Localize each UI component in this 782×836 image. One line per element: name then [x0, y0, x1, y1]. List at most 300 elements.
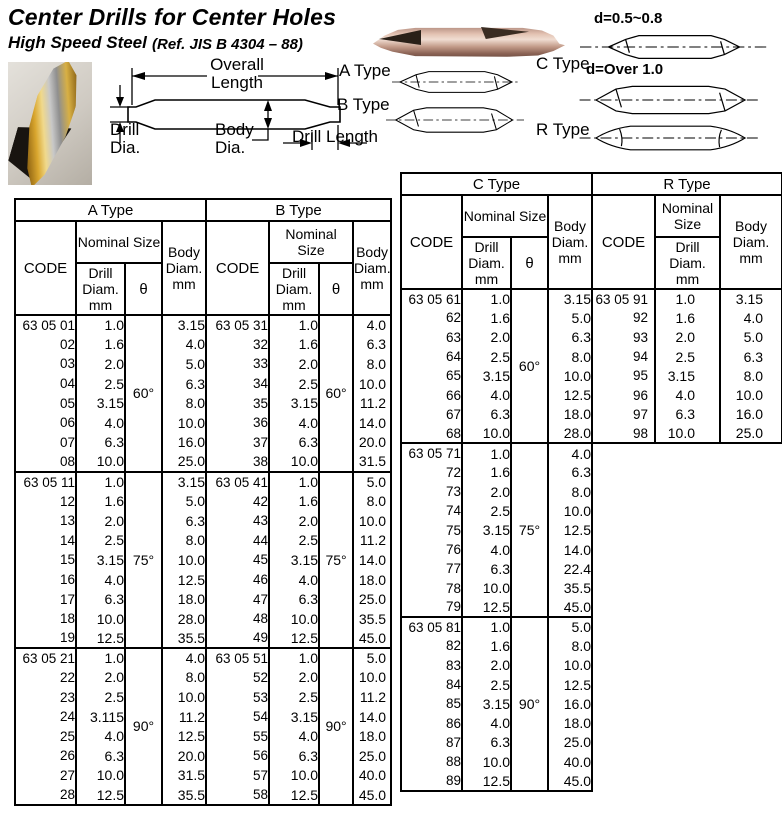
- cell-body-diam: 10.0: [548, 366, 592, 385]
- ghost-cell: [592, 598, 782, 617]
- cell-code: 68: [401, 424, 462, 443]
- cell-theta: 75°: [125, 472, 162, 648]
- cell-code: 63 05 41: [206, 472, 269, 492]
- cell-drill-diam: 2.5: [462, 675, 511, 694]
- cell-code: 82: [401, 636, 462, 655]
- cell-code: 37: [206, 433, 269, 453]
- cell-drill-diam: 3.15: [76, 393, 125, 413]
- cell-drill-diam: 1.0: [269, 472, 319, 492]
- cell-body-diam: 5.0: [162, 354, 206, 374]
- c-type-large-d-drawing: [568, 80, 773, 120]
- cell-code: 13: [15, 511, 76, 531]
- ghost-cell: [592, 636, 782, 655]
- d-small-range-label: d=0.5~0.8: [594, 10, 663, 27]
- cell-drill-diam: 2.5: [269, 531, 319, 551]
- cell-code: 08: [15, 452, 76, 472]
- cell-drill-diam: 3.15: [462, 694, 511, 713]
- cell-drill-diam: 3.15: [269, 707, 319, 727]
- cell-body-diam: 18.0: [353, 726, 391, 746]
- type-title: A Type: [15, 199, 206, 221]
- cell-body-diam: 14.0: [353, 707, 391, 727]
- cell-body-diam: 3.15: [720, 289, 782, 308]
- cell-code: 92: [592, 308, 655, 327]
- drill-length-label: Drill Length: [292, 127, 378, 146]
- cell-drill-diam: 2.5: [76, 687, 125, 707]
- cell-drill-diam: 10.0: [462, 752, 511, 771]
- cell-body-diam: 45.0: [353, 629, 391, 649]
- cell-code: 94: [592, 347, 655, 366]
- cell-body-diam: 6.3: [162, 374, 206, 394]
- cell-drill-diam: 3.15: [655, 366, 720, 385]
- cell-body-diam: 5.0: [353, 472, 391, 492]
- cell-body-diam: 25.0: [548, 733, 592, 752]
- cell-drill-diam: 10.0: [269, 452, 319, 472]
- cell-body-diam: 10.0: [162, 550, 206, 570]
- cell-code: 28: [15, 785, 76, 805]
- cell-drill-diam: 12.5: [76, 629, 125, 649]
- cell-code: 03: [15, 354, 76, 374]
- cell-body-diam: 16.0: [162, 433, 206, 453]
- cell-code: 66: [401, 385, 462, 404]
- header-drill-diam: Drill Diam. mm: [462, 237, 511, 289]
- ghost-cell: [592, 443, 782, 462]
- cell-drill-diam: 1.0: [462, 617, 511, 636]
- cell-theta: 90°: [511, 617, 548, 791]
- cell-drill-diam: 2.0: [269, 668, 319, 688]
- ghost-cell: [592, 733, 782, 752]
- cell-code: 79: [401, 598, 462, 617]
- overall-length-label: Overall Length: [210, 55, 264, 93]
- cell-code: 07: [15, 433, 76, 453]
- cell-body-diam: 25.0: [353, 746, 391, 766]
- cell-code: 06: [15, 413, 76, 433]
- cell-body-diam: 28.0: [162, 609, 206, 629]
- cell-body-diam: 10.0: [353, 374, 391, 394]
- cell-code: 93: [592, 328, 655, 347]
- cell-code: 63 05 31: [206, 315, 269, 335]
- cell-drill-diam: 12.5: [76, 785, 125, 805]
- cell-body-diam: 8.0: [162, 393, 206, 413]
- cell-drill-diam: 6.3: [655, 405, 720, 424]
- cell-code: 15: [15, 550, 76, 570]
- ghost-cell: [592, 521, 782, 540]
- cell-body-diam: 4.0: [548, 443, 592, 462]
- cell-theta: 90°: [125, 648, 162, 805]
- cell-body-diam: 35.5: [548, 578, 592, 597]
- cell-body-diam: 8.0: [353, 354, 391, 374]
- cell-code: 84: [401, 675, 462, 694]
- cell-code: 73: [401, 482, 462, 501]
- cell-code: 97: [592, 405, 655, 424]
- cell-body-diam: 10.0: [548, 501, 592, 520]
- cell-body-diam: 31.5: [353, 452, 391, 472]
- cell-drill-diam: 3.15: [462, 366, 511, 385]
- header-nominal-size: Nominal Size: [462, 195, 548, 237]
- header-nominal-size: Nominal Size: [655, 195, 720, 237]
- cell-code: 55: [206, 726, 269, 746]
- cell-body-diam: 8.0: [353, 491, 391, 511]
- cell-body-diam: 40.0: [353, 766, 391, 786]
- cell-body-diam: 25.0: [720, 424, 782, 443]
- cell-code: 65: [401, 366, 462, 385]
- cell-code: 77: [401, 559, 462, 578]
- ghost-cell: [592, 501, 782, 520]
- header-code: CODE: [401, 195, 462, 289]
- cell-body-diam: 14.0: [548, 540, 592, 559]
- cell-code: 56: [206, 746, 269, 766]
- cell-code: 87: [401, 733, 462, 752]
- cell-drill-diam: 6.3: [462, 405, 511, 424]
- cell-code: 86: [401, 714, 462, 733]
- c-type-drawing: [575, 28, 775, 66]
- cell-drill-diam: 1.6: [76, 491, 125, 511]
- cell-body-diam: 4.0: [720, 308, 782, 327]
- cell-theta: 75°: [511, 443, 548, 617]
- cell-drill-diam: 3.15: [462, 521, 511, 540]
- header-body-diam: Body Diam. mm: [720, 195, 782, 289]
- cell-body-diam: 35.5: [162, 785, 206, 805]
- cell-code: 63: [401, 328, 462, 347]
- cell-code: 25: [15, 726, 76, 746]
- cell-theta: 75°: [319, 472, 353, 648]
- cell-body-diam: 16.0: [548, 694, 592, 713]
- cell-body-diam: 20.0: [353, 433, 391, 453]
- cell-drill-diam: 12.5: [462, 598, 511, 617]
- cell-body-diam: 18.0: [548, 405, 592, 424]
- cell-body-diam: 3.15: [162, 315, 206, 335]
- cell-body-diam: 12.5: [162, 570, 206, 590]
- cell-drill-diam: 4.0: [269, 726, 319, 746]
- cell-code: 24: [15, 707, 76, 727]
- cell-body-diam: 10.0: [162, 687, 206, 707]
- header-theta: θ: [125, 263, 162, 315]
- cell-drill-diam: 4.0: [76, 570, 125, 590]
- cell-code: 62: [401, 308, 462, 327]
- cell-body-diam: 14.0: [353, 550, 391, 570]
- header-body-diam: Body Diam. mm: [353, 221, 391, 315]
- cell-drill-diam: 2.5: [655, 347, 720, 366]
- cell-drill-diam: 1.0: [76, 648, 125, 668]
- a-type-label: A Type: [339, 61, 391, 80]
- cell-code: 19: [15, 629, 76, 649]
- cell-theta: 60°: [319, 315, 353, 472]
- cell-drill-diam: 2.0: [76, 668, 125, 688]
- cell-code: 72: [401, 463, 462, 482]
- cell-drill-diam: 2.0: [462, 328, 511, 347]
- cell-code: 05: [15, 393, 76, 413]
- c-type-label: C Type: [536, 54, 590, 73]
- cell-code: 36: [206, 413, 269, 433]
- cell-code: 78: [401, 578, 462, 597]
- cell-body-diam: 3.15: [548, 289, 592, 308]
- cell-body-diam: 5.0: [720, 328, 782, 347]
- cell-drill-diam: 4.0: [269, 413, 319, 433]
- ghost-cell: [592, 559, 782, 578]
- ghost-cell: [592, 656, 782, 675]
- cell-body-diam: 10.0: [548, 656, 592, 675]
- cell-drill-diam: 2.5: [76, 531, 125, 551]
- a-b-type-table: [14, 198, 392, 806]
- cell-code: 67: [401, 405, 462, 424]
- cell-drill-diam: 1.6: [76, 335, 125, 355]
- cell-code: 63 05 11: [15, 472, 76, 492]
- cell-drill-diam: 1.6: [269, 491, 319, 511]
- cell-body-diam: 6.3: [162, 511, 206, 531]
- cell-drill-diam: 4.0: [462, 385, 511, 404]
- cell-drill-diam: 10.0: [76, 766, 125, 786]
- cell-code: 43: [206, 511, 269, 531]
- cell-drill-diam: 10.0: [269, 609, 319, 629]
- cell-drill-diam: 1.6: [462, 463, 511, 482]
- cell-drill-diam: 12.5: [269, 629, 319, 649]
- cell-drill-diam: 2.0: [462, 482, 511, 501]
- cell-code: 33: [206, 354, 269, 374]
- cell-code: 17: [15, 589, 76, 609]
- cell-body-diam: 25.0: [162, 452, 206, 472]
- cell-body-diam: 10.0: [720, 385, 782, 404]
- cell-code: 27: [15, 766, 76, 786]
- ghost-cell: [592, 482, 782, 501]
- cell-body-diam: 35.5: [353, 609, 391, 629]
- ghost-cell: [592, 578, 782, 597]
- cell-body-diam: 45.0: [548, 771, 592, 790]
- header-drill-diam: Drill Diam. mm: [76, 263, 125, 315]
- cell-drill-diam: 3.15: [269, 393, 319, 413]
- page-subtitle: High Speed Steel: [8, 33, 147, 52]
- c-r-type-table: [400, 172, 782, 792]
- cell-body-diam: 20.0: [162, 746, 206, 766]
- cell-body-diam: 8.0: [548, 636, 592, 655]
- cell-drill-diam: 1.6: [462, 308, 511, 327]
- cell-code: 22: [15, 668, 76, 688]
- center-drill-photo: [8, 62, 92, 185]
- body-dia-label: Body Dia.: [215, 120, 254, 158]
- cell-body-diam: 8.0: [548, 347, 592, 366]
- cell-drill-diam: 1.0: [655, 289, 720, 308]
- cell-drill-diam: 4.0: [269, 570, 319, 590]
- cell-body-diam: 45.0: [548, 598, 592, 617]
- cell-code: 42: [206, 491, 269, 511]
- ghost-cell: [592, 752, 782, 771]
- cell-body-diam: 25.0: [353, 589, 391, 609]
- cell-code: 57: [206, 766, 269, 786]
- cell-body-diam: 6.3: [353, 335, 391, 355]
- cell-code: 96: [592, 385, 655, 404]
- cell-drill-diam: 10.0: [462, 578, 511, 597]
- cell-code: 35: [206, 393, 269, 413]
- cell-code: 44: [206, 531, 269, 551]
- cell-body-diam: 10.0: [353, 668, 391, 688]
- cell-drill-diam: 4.0: [76, 413, 125, 433]
- cell-drill-diam: 1.0: [76, 315, 125, 335]
- cell-body-diam: 14.0: [353, 413, 391, 433]
- cell-body-diam: 12.5: [548, 675, 592, 694]
- cell-code: 16: [15, 570, 76, 590]
- header-theta: θ: [319, 263, 353, 315]
- cell-body-diam: 28.0: [548, 424, 592, 443]
- cell-drill-diam: 6.3: [269, 746, 319, 766]
- cell-body-diam: 8.0: [162, 668, 206, 688]
- cell-body-diam: 12.5: [548, 521, 592, 540]
- cell-theta: 60°: [511, 289, 548, 443]
- cell-body-diam: 11.2: [353, 531, 391, 551]
- cell-drill-diam: 1.0: [269, 648, 319, 668]
- ghost-cell: [592, 714, 782, 733]
- cell-drill-diam: 3.115: [76, 707, 125, 727]
- cell-body-diam: 10.0: [162, 413, 206, 433]
- cell-drill-diam: 10.0: [462, 424, 511, 443]
- cell-drill-diam: 6.3: [462, 733, 511, 752]
- a-type-drawing: [392, 66, 520, 98]
- header-code: CODE: [206, 221, 269, 315]
- drill-dia-label: Drill Dia.: [110, 120, 141, 158]
- cell-drill-diam: 6.3: [462, 559, 511, 578]
- cell-code: 46: [206, 570, 269, 590]
- type-title: B Type: [206, 199, 391, 221]
- cell-drill-diam: 10.0: [76, 452, 125, 472]
- cell-body-diam: 35.5: [162, 629, 206, 649]
- cell-drill-diam: 2.0: [462, 656, 511, 675]
- cell-body-diam: 18.0: [548, 714, 592, 733]
- cell-drill-diam: 4.0: [462, 714, 511, 733]
- cell-code: 12: [15, 491, 76, 511]
- cell-code: 63 05 71: [401, 443, 462, 462]
- cell-code: 85: [401, 694, 462, 713]
- cell-body-diam: 12.5: [162, 726, 206, 746]
- header-code: CODE: [592, 195, 655, 289]
- cell-body-diam: 12.5: [548, 385, 592, 404]
- cell-drill-diam: 2.5: [462, 501, 511, 520]
- header-drill-diam: Drill Diam. mm: [269, 263, 319, 315]
- cell-drill-diam: 2.0: [269, 354, 319, 374]
- cell-code: 23: [15, 687, 76, 707]
- header-body-diam: Body Diam. mm: [162, 221, 206, 315]
- cell-body-diam: 8.0: [548, 482, 592, 501]
- ghost-cell: [592, 694, 782, 713]
- cell-drill-diam: 1.0: [76, 472, 125, 492]
- cell-drill-diam: 2.5: [462, 347, 511, 366]
- cell-drill-diam: 2.5: [269, 687, 319, 707]
- cell-drill-diam: 6.3: [269, 433, 319, 453]
- cell-code: 83: [401, 656, 462, 675]
- reference-standard: (Ref. JIS B 4304 – 88): [152, 36, 303, 53]
- cell-drill-diam: 6.3: [76, 433, 125, 453]
- cell-body-diam: 18.0: [353, 570, 391, 590]
- cell-code: 63 05 01: [15, 315, 76, 335]
- type-title: C Type: [401, 173, 592, 195]
- cell-code: 38: [206, 452, 269, 472]
- cell-drill-diam: 3.15: [269, 550, 319, 570]
- cell-body-diam: 6.3: [720, 347, 782, 366]
- cell-code: 52: [206, 668, 269, 688]
- cell-body-diam: 3.15: [162, 472, 206, 492]
- header-theta: θ: [511, 237, 548, 289]
- cell-code: 18: [15, 609, 76, 629]
- cell-body-diam: 16.0: [720, 405, 782, 424]
- cell-theta: 90°: [319, 648, 353, 805]
- cell-code: 14: [15, 531, 76, 551]
- cell-drill-diam: 2.0: [655, 328, 720, 347]
- cell-body-diam: 4.0: [162, 335, 206, 355]
- cell-drill-diam: 2.0: [76, 354, 125, 374]
- cell-drill-diam: 2.5: [76, 374, 125, 394]
- cell-code: 74: [401, 501, 462, 520]
- ghost-cell: [592, 540, 782, 559]
- cell-code: 32: [206, 335, 269, 355]
- ghost-cell: [592, 617, 782, 636]
- cell-body-diam: 40.0: [548, 752, 592, 771]
- cell-body-diam: 11.2: [353, 687, 391, 707]
- cell-code: 63 05 61: [401, 289, 462, 308]
- cell-code: 63 05 21: [15, 648, 76, 668]
- cell-body-diam: 22.4: [548, 559, 592, 578]
- cell-body-diam: 8.0: [720, 366, 782, 385]
- cell-code: 49: [206, 629, 269, 649]
- cell-body-diam: 10.0: [353, 511, 391, 531]
- cell-drill-diam: 12.5: [269, 785, 319, 805]
- cell-drill-diam: 1.0: [269, 315, 319, 335]
- cell-code: 48: [206, 609, 269, 629]
- header-drill-diam: Drill Diam. mm: [655, 237, 720, 289]
- cell-drill-diam: 1.0: [462, 289, 511, 308]
- cell-drill-diam: 1.6: [462, 636, 511, 655]
- cell-code: 63 05 51: [206, 648, 269, 668]
- cell-code: 63 05 81: [401, 617, 462, 636]
- cell-body-diam: 5.0: [548, 617, 592, 636]
- cell-drill-diam: 6.3: [76, 746, 125, 766]
- b-type-drawing: [386, 100, 524, 140]
- cell-theta: 60°: [125, 315, 162, 472]
- cell-code: 95: [592, 366, 655, 385]
- cell-drill-diam: 12.5: [462, 771, 511, 790]
- cell-drill-diam: 10.0: [76, 609, 125, 629]
- cell-code: 26: [15, 746, 76, 766]
- cell-drill-diam: 2.0: [76, 511, 125, 531]
- cell-code: 63 05 91: [592, 289, 655, 308]
- cell-drill-diam: 1.6: [655, 308, 720, 327]
- cell-code: 58: [206, 785, 269, 805]
- cell-code: 04: [15, 374, 76, 394]
- cell-code: 45: [206, 550, 269, 570]
- type-title: R Type: [592, 173, 782, 195]
- cell-drill-diam: 2.0: [269, 511, 319, 531]
- cell-body-diam: 11.2: [162, 707, 206, 727]
- cell-drill-diam: 1.0: [462, 443, 511, 462]
- cell-body-diam: 5.0: [162, 491, 206, 511]
- ghost-cell: [592, 771, 782, 790]
- d-large-range-label: d=Over 1.0: [586, 61, 664, 78]
- cell-code: 89: [401, 771, 462, 790]
- cell-body-diam: 5.0: [353, 648, 391, 668]
- header-code: CODE: [15, 221, 76, 315]
- header-nominal-size: Nominal Size: [76, 221, 162, 263]
- page-title: Center Drills for Center Holes: [8, 4, 337, 30]
- cell-drill-diam: 3.15: [76, 550, 125, 570]
- r-type-drawing: [568, 118, 773, 158]
- cell-code: 34: [206, 374, 269, 394]
- cell-drill-diam: 10.0: [269, 766, 319, 786]
- ghost-cell: [592, 463, 782, 482]
- cell-code: 53: [206, 687, 269, 707]
- cell-body-diam: 6.3: [548, 328, 592, 347]
- header-nominal-size: Nominal Size: [269, 221, 353, 263]
- cell-body-diam: 4.0: [353, 315, 391, 335]
- cell-drill-diam: 4.0: [655, 385, 720, 404]
- cell-body-diam: 8.0: [162, 531, 206, 551]
- cell-body-diam: 6.3: [548, 463, 592, 482]
- cell-drill-diam: 4.0: [462, 540, 511, 559]
- cell-code: 02: [15, 335, 76, 355]
